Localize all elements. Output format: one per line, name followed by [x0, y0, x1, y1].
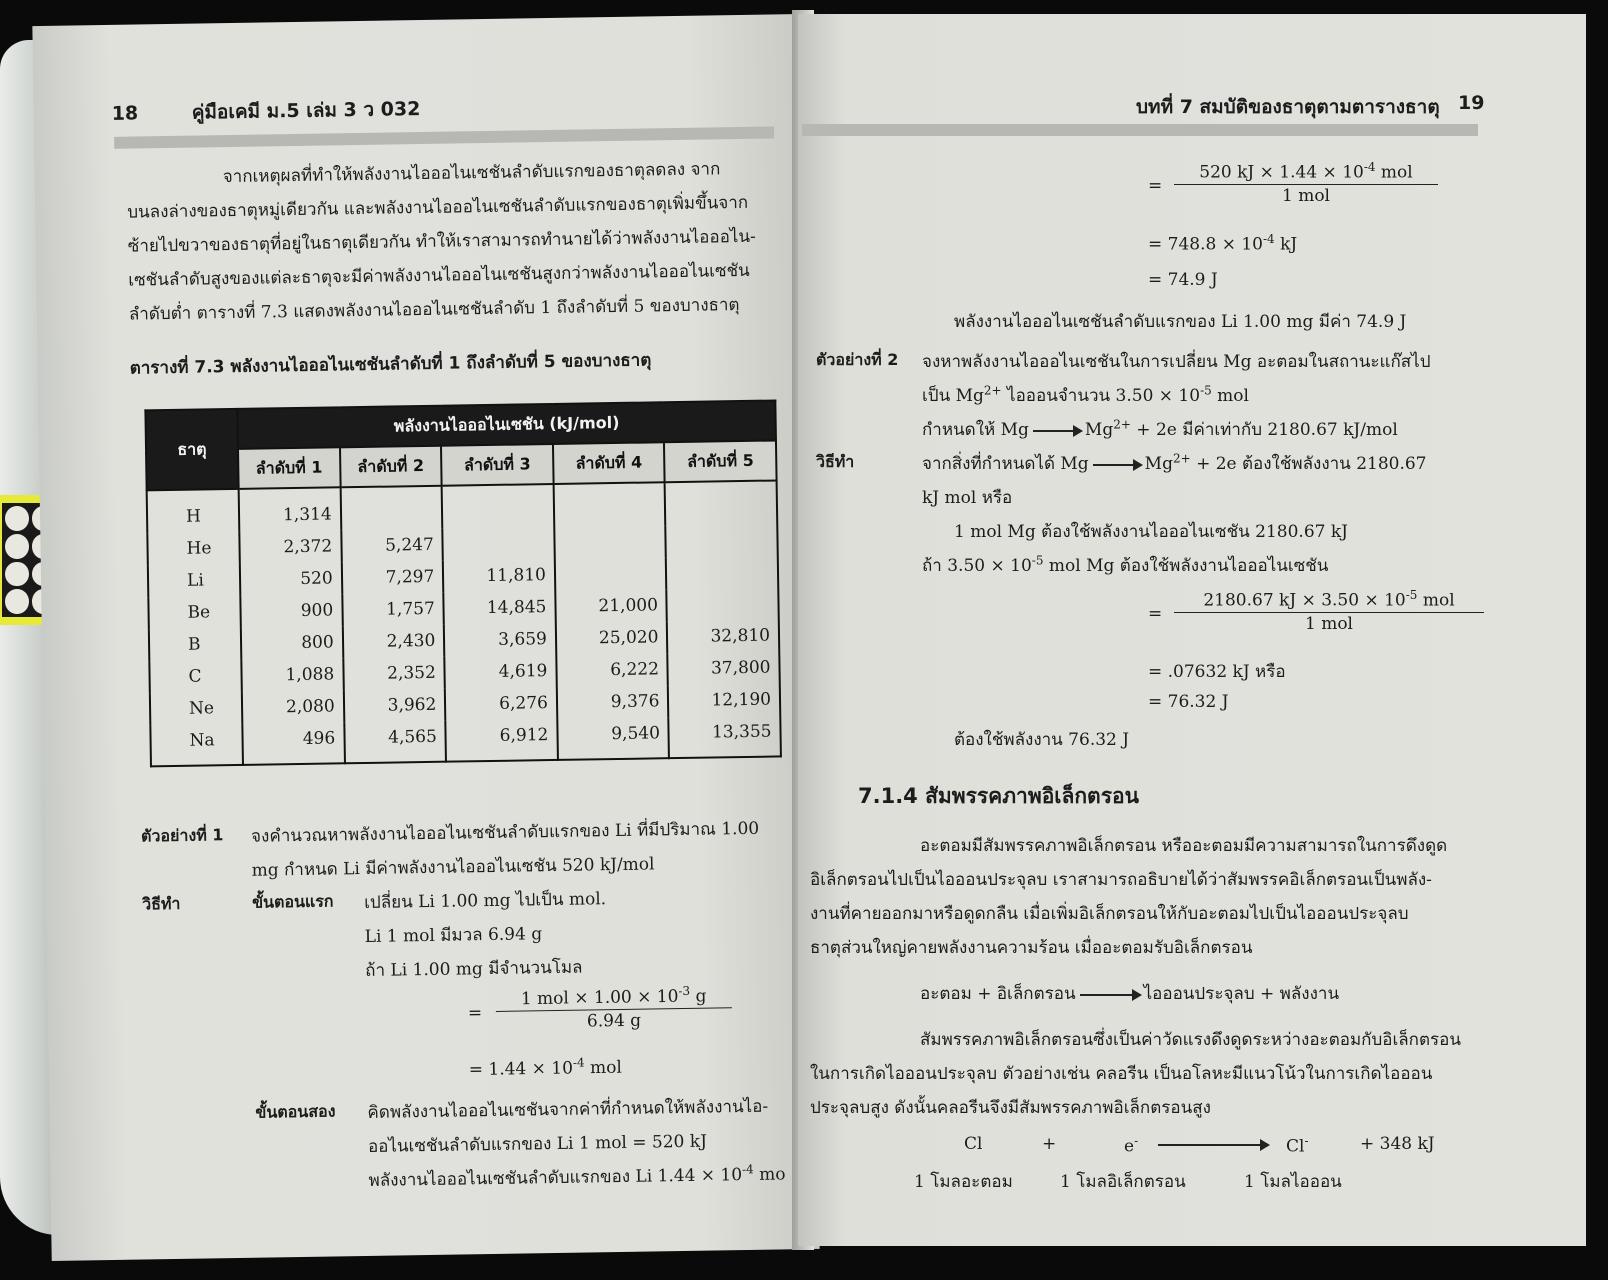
intro-line: จากเหตุผลที่ทำให้พลังงานไอออไนเซชันลำดับแรกของธาตุลดลง จาก	[222, 159, 721, 188]
mole-fraction	[495, 983, 732, 1032]
energy-value	[443, 527, 555, 561]
element-symbol: B	[149, 628, 241, 661]
left-page	[32, 14, 819, 1261]
energy-value	[442, 484, 554, 529]
left-header-rule	[114, 126, 774, 148]
energy-value	[554, 525, 666, 559]
element-symbol: Na	[150, 724, 243, 766]
energy-value: 32,810	[667, 619, 779, 653]
element-symbol: He	[147, 532, 239, 565]
fraction-numerator: 1 mol × $1.00 \times 10^{-3}$ g	[495, 983, 731, 1011]
reaction-arrow	[1093, 464, 1141, 466]
energy-value	[665, 480, 777, 525]
group-header: พลังงานไอออไนเซชัน (kJ/mol)	[237, 400, 776, 448]
right-header-rule	[802, 124, 1478, 136]
energy-value: 7,297	[341, 561, 443, 595]
element-symbol: Li	[148, 564, 240, 597]
step2-label: ขั้นตอนสอง	[255, 1101, 336, 1122]
reaction-energy: + 348 kJ	[1360, 1134, 1435, 1154]
section-paragraph-line: งานที่คายออกมาหรือดูดกลืน เมื่อเพิ่มอิเล็กตรอนให้กับอะตอมไปเป็นไอออนประจุลบ	[810, 904, 1409, 924]
column-header: ลำดับที่ 4	[553, 442, 665, 484]
energy-value: 900	[240, 594, 342, 628]
energy-value: 3,659	[444, 623, 556, 657]
energy-value: 2,352	[343, 657, 445, 691]
ionization-energy-table	[144, 399, 782, 767]
energy-value: 37,800	[668, 651, 780, 685]
energy-value: 496	[242, 722, 344, 765]
energy-value: 2,372	[239, 530, 341, 564]
calc-result: = $748.8 \times 10^{-4}$ kJ	[1148, 232, 1298, 255]
column-header: ลำดับที่ 3	[441, 444, 553, 486]
energy-value: 9,376	[557, 685, 669, 719]
column-header: ลำดับที่ 1	[238, 447, 340, 489]
example1-line: mg กำหนด Li มีค่าพลังงานไอออไนเซชัน 520 kJ/mol	[251, 854, 655, 881]
right-page-number: 19	[1458, 92, 1485, 114]
fraction-denominator: 6.94 g	[586, 1010, 642, 1032]
energy-value: 800	[241, 626, 343, 660]
left-header-title: คู่มือเคมี ม.5 เล่ม 3 ว 032	[191, 98, 421, 124]
example1-label: ตัวอย่างที่ 1	[140, 825, 224, 846]
section-paragraph-line: อะตอมมีสัมพรรคภาพอิเล็กตรอน หรืออะตอมมีความสามารถในการดึงดูด	[920, 836, 1448, 856]
calc-conclusion: พลังงานไอออไนเซชันลำดับแรกของ Li 1.00 mg มีค่า 74.9 J	[954, 312, 1407, 332]
energy-value: 5,247	[341, 529, 443, 563]
table-caption: ตารางที่ 7.3 พลังงานไอออไนเซชันลำดับที่ 1 ถึงลำดับที่ 5 ของบางธาตุ	[129, 350, 652, 379]
fraction-numerator: 520 kJ × $1.44 \times 10^{-4}$ mol	[1174, 160, 1438, 185]
energy-value	[666, 523, 778, 557]
fraction-numerator: 2180.67 kJ × $3.50 \times 10^{-5}$ mol	[1174, 588, 1484, 613]
energy-value: 1,088	[241, 658, 343, 692]
energy-value: 25,020	[556, 621, 668, 655]
step2-line: ออไนเซชันลำดับแรกของ Li 1 mol = 520 kJ	[367, 1131, 708, 1157]
energy-value: 9,540	[557, 717, 669, 760]
method-line: จากสิ่งที่กำหนดได้ Mg $Mg^{2+} + 2e$ ต้องใช้พลังงาน 2180.67	[922, 451, 1427, 474]
element-symbol: C	[149, 660, 241, 693]
step1-line: Li 1 mol มีมวล 6.94 g	[364, 924, 543, 947]
reaction-arrow	[1033, 430, 1081, 432]
example2-line: กำหนดให้ Mg $Mg^{2+} + 2e$ มีค่าเท่ากับ 2180.67 kJ/mol	[922, 417, 1398, 440]
method-line: 1 mol Mg ต้องใช้พลังงานไอออไนเซชัน 2180.67 kJ	[954, 522, 1348, 542]
method-line: kJ mol หรือ	[922, 488, 1013, 508]
equals-sign: =	[1148, 176, 1163, 196]
intro-line: เซชันลำดับสูงของแต่ละธาตุจะมีค่าพลังงานไอออไนเซชันสูงกว่าพลังงานไอออไนเซชัน	[128, 260, 750, 291]
column-header: ลำดับที่ 5	[664, 440, 776, 482]
reaction-label: 1 โมลอะตอม	[914, 1172, 1013, 1192]
energy-value: 2,430	[342, 625, 444, 659]
left-page-number: 18	[111, 102, 139, 125]
equals-sign: =	[467, 1003, 483, 1024]
calc-result: = .07632 kJ หรือ	[1148, 662, 1286, 682]
plus-sign: +	[1042, 1134, 1057, 1154]
step2-line: คิดพลังงานไอออไนเซชันจากค่าที่กำหนดให้พลังงานไอ-	[367, 1096, 769, 1123]
element-column-header: ธาตุ	[145, 409, 238, 490]
element-symbol: Ne	[150, 692, 242, 725]
intro-line: บนลงล่างของธาตุหมู่เดียวกัน และพลังงานไอออไนเซชันลำดับแรกของธาตุเพิ่มขึ้นจาก	[127, 192, 749, 223]
fraction-denominator: 1 mol	[1281, 185, 1330, 206]
step2-line: พลังงานไอออไนเซชันลำดับแรกของ Li $1.44 \times 10^{-4}$ mo	[368, 1162, 786, 1191]
reaction-arrow	[1158, 1144, 1268, 1146]
energy-value	[666, 555, 778, 589]
energy-value: 1,314	[239, 487, 341, 532]
energy-value: 6,276	[445, 687, 557, 721]
intro-line: ลำดับต่ำ ตารางที่ 7.3 แสดงพลังงานไอออไนเซชันลำดับ 1 ถึงลำดับที่ 5 ของบางธาตุ	[128, 295, 740, 325]
energy-value: 21,000	[555, 589, 667, 623]
section-paragraph-line: สัมพรรคภาพอิเล็กตรอนซึ่งเป็นค่าวัดแรงดึงดูดระหว่างอะตอมกับอิเล็กตรอน	[920, 1030, 1461, 1050]
table-body	[147, 480, 781, 766]
reactant-electron: e-	[1124, 1134, 1139, 1157]
energy-value	[553, 482, 665, 527]
example1-line: จงคำนวณหาพลังงานไอออไนเซชันลำดับแรกของ Li ที่มีปริมาณ 1.00	[250, 818, 760, 847]
reaction-arrow	[1080, 994, 1140, 996]
step1-label: ขั้นตอนแรก	[251, 891, 334, 912]
calc-result: = 76.32 J	[1148, 692, 1229, 712]
element-symbol: Be	[148, 596, 240, 629]
right-page	[798, 14, 1586, 1246]
energy-value: 520	[240, 562, 342, 596]
section-title: 7.1.4 สัมพรรคภาพอิเล็กตรอน	[858, 784, 1139, 808]
column-header: ลำดับที่ 2	[340, 446, 442, 488]
calc-result: = 74.9 J	[1148, 270, 1218, 290]
energy-fraction	[1174, 588, 1484, 634]
energy-value: 4,565	[344, 721, 446, 764]
energy-value: 11,810	[443, 559, 555, 593]
energy-value	[340, 486, 442, 531]
step1-line: เปลี่ยน Li 1.00 mg ไปเป็น mol.	[364, 889, 607, 914]
energy-value: 13,355	[669, 715, 781, 758]
mole-result: = $1.44 \times 10^{-4}$ mol	[468, 1055, 623, 1081]
reactant-cl: Cl	[964, 1134, 983, 1154]
energy-fraction	[1174, 160, 1438, 206]
energy-value: 4,619	[445, 655, 557, 689]
intro-line: ซ้ายไปขวาของธาตุที่อยู่ในธาตุเดียวกัน ทำให้เราสามารถทำนายได้ว่าพลังงานไอออไน-	[127, 226, 756, 257]
energy-value: 2,080	[242, 690, 344, 724]
fraction-denominator: 1 mol	[1304, 613, 1353, 634]
energy-value: 6,912	[446, 719, 558, 762]
right-header-title: บทที่ 7 สมบัติของธาตุตามตารางธาตุ	[1136, 96, 1440, 118]
section-paragraph-line: ธาตุส่วนใหญ่คายพลังงานความร้อน เมื่ออะตอมรับอิเล็กตรอน	[810, 938, 1253, 958]
energy-value: 1,757	[342, 593, 444, 627]
energy-value: 12,190	[668, 683, 780, 717]
element-symbol: H	[147, 489, 240, 533]
energy-value: 3,962	[343, 689, 445, 723]
example2-line: จงหาพลังงานไอออไนเซชันในการเปลี่ยน Mg อะตอมในสถานะแก๊สไป	[922, 352, 1431, 372]
product-chloride: Cl-	[1286, 1134, 1309, 1157]
table-row	[150, 715, 781, 766]
reaction-label: 1 โมลอิเล็กตรอน	[1060, 1172, 1186, 1192]
energy-value: 6,222	[556, 653, 668, 687]
example2-label: ตัวอย่างที่ 2	[816, 350, 899, 369]
step1-line: ถ้า Li 1.00 mg มีจำนวนโมล	[365, 957, 583, 981]
section-paragraph-line: ในการเกิดไอออนประจุลบ ตัวอย่างเช่น คลอรีน เป็นอโลหะมีแนวโน้วในการเกิดไอออน	[810, 1064, 1433, 1084]
reaction-arrow-container	[1154, 1134, 1272, 1154]
energy-value: 14,845	[444, 591, 556, 625]
method-line: ถ้า $3.50 \times 10^{-5}$ mol Mg ต้องใช้พลังงานไอออไนเซชัน	[922, 553, 1329, 576]
word-equation: อะตอม + อิเล็กตรอน ไอออนประจุลบ + พลังงาน	[920, 984, 1340, 1004]
reaction-label: 1 โมลไอออน	[1244, 1172, 1342, 1192]
equals-sign: =	[1148, 604, 1163, 624]
method-label: วิธีทำ	[142, 893, 181, 914]
section-paragraph-line: ประจุลบสูง ดังนั้นคลอรีนจึงมีสัมพรรคภาพอิเล็กตรอนสูง	[810, 1098, 1211, 1118]
section-paragraph-line: อิเล็กตรอนไปเป็นไอออนประจุลบ เราสามารถอธิบายได้ว่าสัมพรรคอิเล็กตรอนเป็นพลัง-	[810, 870, 1432, 890]
energy-value	[667, 587, 779, 621]
calc-conclusion: ต้องใช้พลังงาน 76.32 J	[954, 730, 1130, 750]
energy-value	[555, 557, 667, 591]
method-label: วิธีทำ	[816, 452, 855, 471]
example2-line: เป็น $Mg^{2+}$ ไอออนจำนวน $3.50 \times 10^{-5}$ mol	[922, 383, 1249, 406]
